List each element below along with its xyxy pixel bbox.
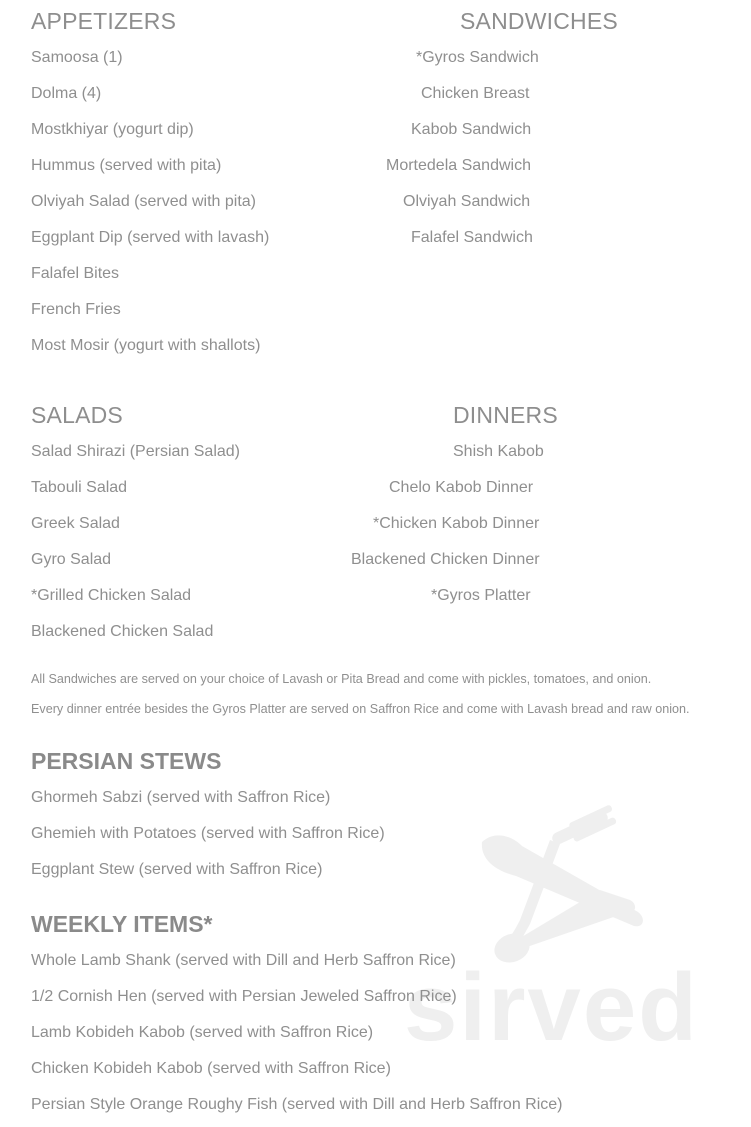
weekly-item: Whole Lamb Shank (served with Dill and Herb Saffron Rice) [31, 952, 456, 969]
weekly-item: Persian Style Orange Roughy Fish (served with Dill and Herb Saffron Rice) [31, 1096, 563, 1113]
sandwich-item: Chicken Breast [421, 85, 530, 102]
sandwich-item: Falafel Sandwich [411, 229, 533, 246]
appetizers-heading: APPETIZERS [31, 8, 177, 34]
dinner-item: *Gyros Platter [431, 587, 531, 604]
sandwich-item: Kabob Sandwich [411, 121, 532, 138]
persian-stews-heading: PERSIAN STEWS [31, 748, 222, 774]
salads-heading: SALADS [31, 402, 123, 428]
stew-item: Ghemieh with Potatoes (served with Saffron Rice) [31, 825, 385, 842]
salad-item: Salad Shirazi (Persian Salad) [31, 443, 240, 460]
sandwich-item: Olviyah Sandwich [403, 193, 531, 210]
appetizer-item: Dolma (4) [31, 85, 102, 102]
sandwiches-heading: SANDWICHES [460, 8, 618, 34]
knife-fork-spoon-icon [482, 804, 643, 967]
weekly-item: Chicken Kobideh Kabob (served with Saffron Rice) [31, 1060, 391, 1077]
sandwich-item: *Gyros Sandwich [416, 49, 539, 66]
salad-item: Gyro Salad [31, 551, 112, 568]
appetizer-item: Eggplant Dip (served with lavash) [31, 229, 270, 246]
appetizer-item: Mostkhiyar (yogurt dip) [31, 121, 194, 138]
weekly-item: 1/2 Cornish Hen (served with Persian Jeweled Saffron Rice) [31, 988, 457, 1005]
appetizer-item: Samoosa (1) [31, 49, 123, 66]
weekly-item: Lamb Kobideh Kabob (served with Saffron Rice) [31, 1024, 374, 1041]
appetizer-item: French Fries [31, 301, 121, 318]
sandwich-item: Mortedela Sandwich [386, 157, 531, 174]
salad-item: *Grilled Chicken Salad [31, 587, 192, 604]
salad-item: Greek Salad [31, 515, 120, 532]
dinner-item: Shish Kabob [453, 443, 544, 460]
dinner-item: Blackened Chicken Dinner [351, 551, 540, 568]
watermark-text: sirved [404, 954, 699, 1061]
dinner-item: Chelo Kabob Dinner [389, 479, 534, 496]
stew-item: Eggplant Stew (served with Saffron Rice) [31, 861, 323, 878]
appetizer-item: Olviyah Salad (served with pita) [31, 193, 256, 210]
dinner-note: Every dinner entrée besides the Gyros Platter are served on Saffron Rice and come with Lavash bread and raw onion. [31, 702, 690, 716]
dinner-item: *Chicken Kabob Dinner [373, 515, 540, 532]
appetizer-item: Most Mosir (yogurt with shallots) [31, 337, 261, 354]
dinners-heading: DINNERS [453, 402, 558, 428]
appetizer-item: Hummus (served with pita) [31, 157, 222, 174]
weekly-items-heading: WEEKLY ITEMS* [31, 911, 213, 937]
salad-item: Tabouli Salad [31, 479, 128, 496]
salad-item: Blackened Chicken Salad [31, 623, 214, 640]
stew-item: Ghormeh Sabzi (served with Saffron Rice) [31, 789, 331, 806]
sandwich-note: All Sandwiches are served on your choice of Lavash or Pita Bread and come with pickles, tomatoes, and onion. [31, 672, 652, 686]
appetizer-item: Falafel Bites [31, 265, 120, 282]
